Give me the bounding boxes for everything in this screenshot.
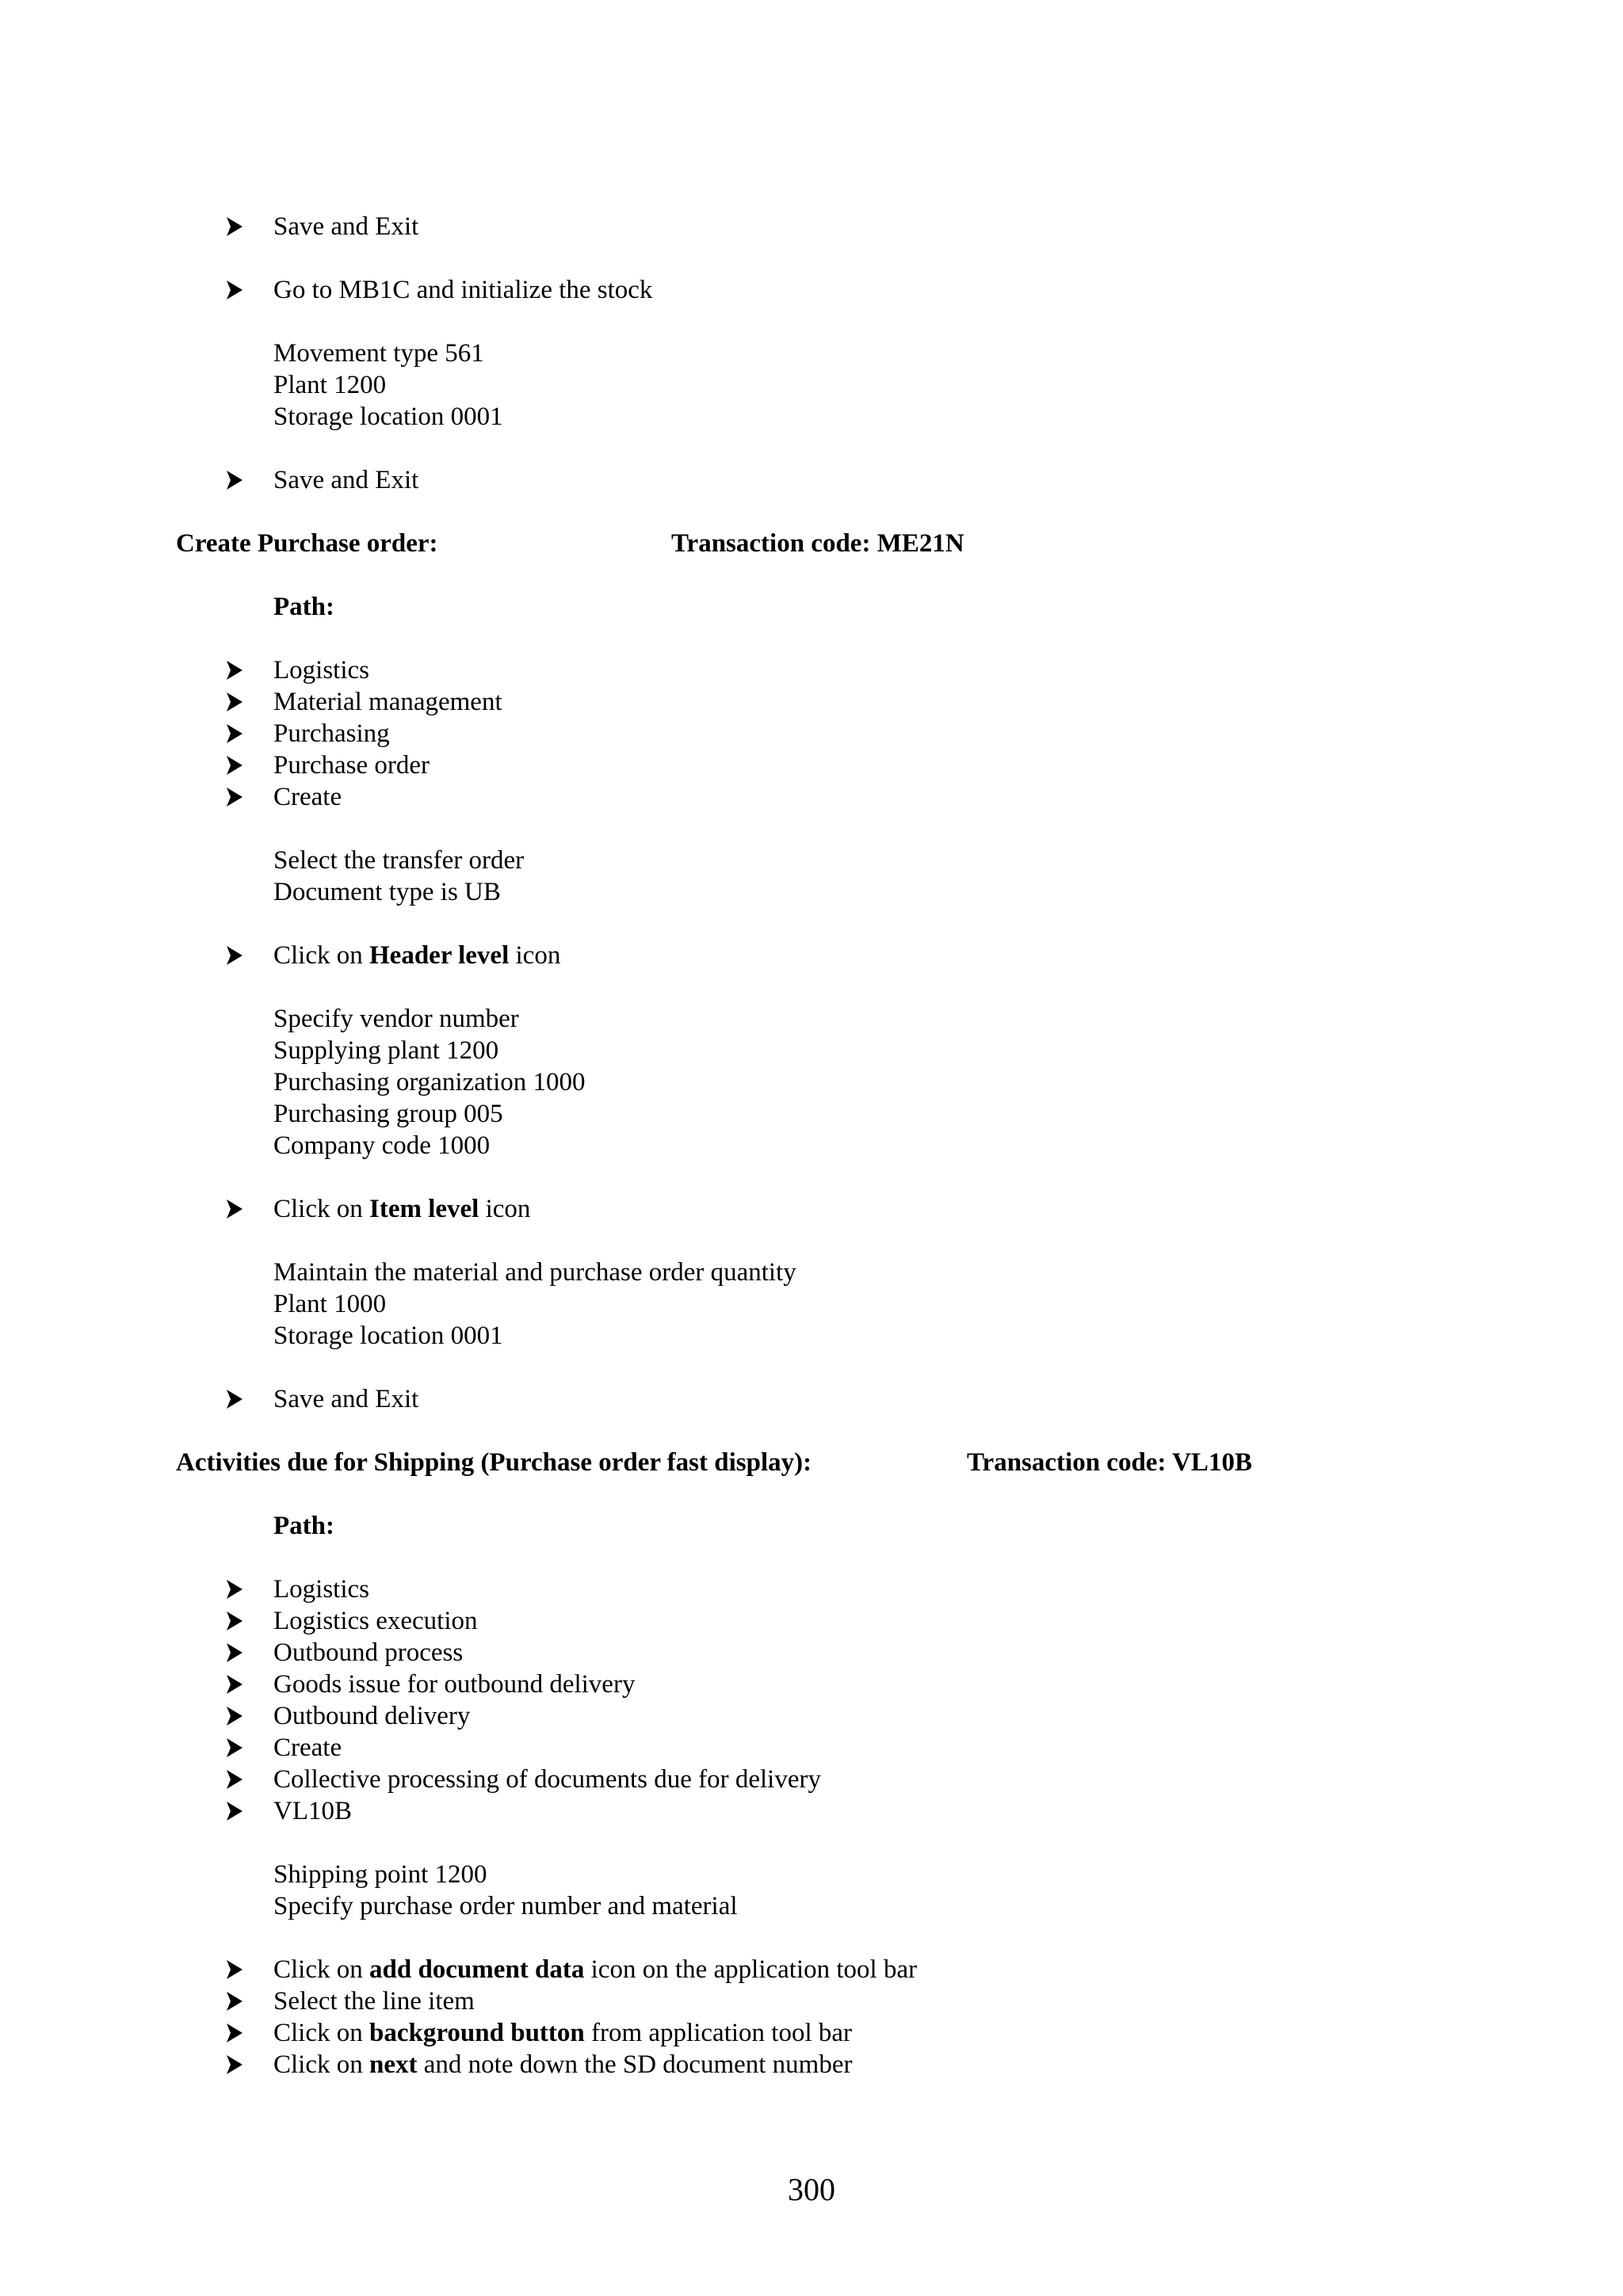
text-line: Storage location 0001 xyxy=(273,1322,503,1350)
list-item: Save and Exit xyxy=(273,1385,419,1413)
bullet-arrow-icon xyxy=(226,1959,243,1980)
bullet-arrow-icon xyxy=(226,1674,243,1695)
bullet-arrow-icon xyxy=(226,1769,243,1790)
text-line: Company code 1000 xyxy=(273,1131,491,1160)
text-line: Purchasing group 005 xyxy=(273,1100,503,1128)
bullet-arrow-icon xyxy=(226,1737,243,1758)
list-item: Click on background button from application tool bar xyxy=(273,2019,853,2047)
bullet-arrow-icon xyxy=(226,755,243,776)
bullet-arrow-icon xyxy=(226,945,243,966)
bullet-arrow-icon xyxy=(226,787,243,807)
text-line: Plant 1200 xyxy=(273,371,387,399)
bullet-arrow-icon xyxy=(226,692,243,712)
bullet-arrow-icon xyxy=(226,216,243,237)
path-item: Material management xyxy=(273,688,502,716)
bullet-arrow-icon xyxy=(226,2054,243,2075)
text-line: Movement type 561 xyxy=(273,339,484,368)
bullet-arrow-icon xyxy=(226,1642,243,1663)
section-heading: Activities due for Shipping (Purchase order fast display): xyxy=(176,1448,812,1477)
path-item: VL10B xyxy=(273,1797,352,1825)
path-item: Collective processing of documents due for delivery xyxy=(273,1765,821,1794)
list-item: Click on add document data icon on the application tool bar xyxy=(273,1955,918,1984)
text-line: Select the transfer order xyxy=(273,846,525,875)
text-line: Shipping point 1200 xyxy=(273,1860,487,1889)
path-item: Logistics xyxy=(273,656,369,685)
text-line: Purchasing organization 1000 xyxy=(273,1068,586,1097)
bullet-arrow-icon xyxy=(226,280,243,300)
bullet-arrow-icon xyxy=(226,2023,243,2043)
text-line: Specify purchase order number and material xyxy=(273,1892,738,1920)
list-item: Click on Header level icon xyxy=(273,941,561,970)
bullet-arrow-icon xyxy=(226,1991,243,2012)
path-item: Goods issue for outbound delivery xyxy=(273,1670,636,1699)
bullet-arrow-icon xyxy=(226,1801,243,1821)
section-heading: Create Purchase order: xyxy=(176,529,438,558)
list-item: Save and Exit xyxy=(273,212,419,241)
bullet-arrow-icon xyxy=(226,1611,243,1631)
bullet-arrow-icon xyxy=(226,723,243,744)
text-line: Maintain the material and purchase order quantity xyxy=(273,1258,796,1287)
path-item: Create xyxy=(273,783,342,811)
bullet-arrow-icon xyxy=(226,1199,243,1219)
list-item: Click on next and note down the SD document number xyxy=(273,2050,853,2079)
path-item: Outbound process xyxy=(273,1638,464,1667)
text-line: Supplying plant 1200 xyxy=(273,1036,499,1065)
transaction-code: Transaction code: ME21N xyxy=(671,529,964,558)
bullet-arrow-icon xyxy=(226,1579,243,1600)
text-line: Specify vendor number xyxy=(273,1005,519,1033)
list-item: Save and Exit xyxy=(273,466,419,494)
path-item: Logistics execution xyxy=(273,1607,478,1635)
path-label: Path: xyxy=(273,1512,334,1540)
bullet-arrow-icon xyxy=(226,1706,243,1726)
transaction-code: Transaction code: VL10B xyxy=(967,1448,1252,1477)
list-item: Click on Item level icon xyxy=(273,1195,531,1223)
text-line: Storage location 0001 xyxy=(273,402,503,431)
bullet-arrow-icon xyxy=(226,1389,243,1409)
path-item: Create xyxy=(273,1733,342,1762)
text-line: Document type is UB xyxy=(273,878,501,906)
text-line: Plant 1000 xyxy=(273,1290,387,1318)
list-item: Go to MB1C and initialize the stock xyxy=(273,276,653,304)
bullet-arrow-icon xyxy=(226,660,243,681)
path-item: Purchasing xyxy=(273,719,390,748)
path-label: Path: xyxy=(273,593,334,621)
page-number: 300 xyxy=(788,2172,835,2207)
path-item: Purchase order xyxy=(273,751,430,780)
path-item: Logistics xyxy=(273,1575,369,1604)
bullet-arrow-icon xyxy=(226,470,243,490)
list-item: Select the line item xyxy=(273,1987,475,2016)
path-item: Outbound delivery xyxy=(273,1702,471,1730)
